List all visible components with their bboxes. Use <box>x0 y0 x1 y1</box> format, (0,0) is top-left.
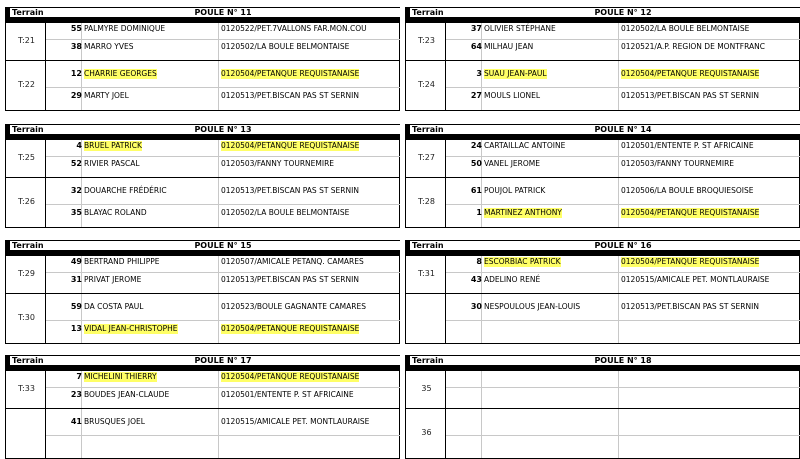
column-divider <box>81 371 82 459</box>
poule-title: POULE N° 17 <box>46 356 400 365</box>
terrain-column <box>5 355 46 459</box>
player-club: 0120513/PET.BISCAN PAS ST SERNIN <box>221 186 359 195</box>
player-number: 35 <box>70 208 82 217</box>
player-club: 0120501/ENTENTE P. ST AFRICAINE <box>621 141 754 150</box>
terrain-number: T:31 <box>418 269 435 278</box>
player-name: NESPOULOUS JEAN-LOUIS <box>484 302 581 311</box>
pool-table <box>5 355 400 459</box>
player-club: 0120507/AMICALE PETANQ. CAMARES <box>221 257 364 266</box>
player-number: 37 <box>470 24 482 33</box>
terrain-number: T:26 <box>18 197 35 206</box>
player-name: VIDAL JEAN-CHRISTOPHE <box>84 324 178 333</box>
player-number: 24 <box>470 141 482 150</box>
terrain-header-label: Terrain <box>412 8 444 17</box>
terrain-column <box>405 240 446 344</box>
table-bottom-border <box>5 227 400 228</box>
table-bottom-border <box>5 343 400 344</box>
terrain-number: T:30 <box>18 313 35 322</box>
terrain-header-label: Terrain <box>12 125 44 134</box>
player-name: MARTY JOEL <box>84 91 129 100</box>
terrain-number: T:28 <box>418 197 435 206</box>
match-separator <box>405 408 800 409</box>
poule-title: POULE N° 11 <box>46 8 400 17</box>
player-club: 0120504/PETANQUE REQUISTANAISE <box>621 257 760 266</box>
player-name: ADELINO RENÉ <box>484 275 541 284</box>
player-number: 59 <box>70 302 82 311</box>
player-number: 50 <box>470 159 482 168</box>
match-separator <box>5 293 400 294</box>
player-number: 38 <box>70 42 82 51</box>
row-divider <box>446 320 800 321</box>
player-name: BOUDES JEAN-CLAUDE <box>84 390 170 399</box>
player-name: BRUSQUES JOEL <box>84 417 145 426</box>
poule-title: POULE N° 14 <box>446 125 800 134</box>
player-number: 31 <box>70 275 82 284</box>
player-name: POUJOL PATRICK <box>484 186 546 195</box>
row-divider <box>46 320 400 321</box>
pool-table <box>5 124 400 228</box>
player-name: DA COSTA PAUL <box>84 302 144 311</box>
player-number: 13 <box>70 324 82 333</box>
poule-title: POULE N° 12 <box>446 8 800 17</box>
player-number: 4 <box>76 141 82 150</box>
player-club: 0120504/PETANQUE REQUISTANAISE <box>221 69 360 78</box>
player-number: 52 <box>70 159 82 168</box>
terrain-number: T:33 <box>18 384 35 393</box>
row-divider <box>446 204 800 205</box>
column-divider <box>218 140 219 228</box>
terrain-number: T:23 <box>418 36 435 45</box>
player-name: SUAU JEAN-PAUL <box>484 69 547 78</box>
player-number: 30 <box>470 302 482 311</box>
match-separator <box>5 408 400 409</box>
player-club: 0120503/FANNY TOURNEMIRE <box>221 159 335 168</box>
table-bottom-border <box>5 110 400 111</box>
column-divider <box>618 256 619 344</box>
row-divider <box>46 204 400 205</box>
player-name: MILHAU JEAN <box>484 42 534 51</box>
column-divider <box>218 371 219 459</box>
terrain-header-label: Terrain <box>412 241 444 250</box>
row-divider <box>446 156 800 157</box>
poule-body <box>46 371 400 459</box>
player-club: 0120504/PETANQUE REQUISTANAISE <box>221 141 360 150</box>
player-club: 0120513/PET.BISCAN PAS ST SERNIN <box>621 302 759 311</box>
terrain-column <box>5 124 46 228</box>
player-club: 0120502/LA BOULE BELMONTAISE <box>221 208 350 217</box>
terrain-number: T:27 <box>418 153 435 162</box>
player-number: 61 <box>470 186 482 195</box>
player-number: 27 <box>470 91 482 100</box>
player-name: MOULS LIONEL <box>484 91 541 100</box>
pool-table <box>405 7 800 111</box>
row-divider <box>446 387 800 388</box>
row-divider <box>46 156 400 157</box>
player-club: 0120515/AMICALE PET. MONTLAURAISE <box>221 417 370 426</box>
poule-title: POULE N° 18 <box>446 356 800 365</box>
terrain-header-label: Terrain <box>412 125 444 134</box>
match-separator <box>405 60 800 61</box>
terrain-number: T:22 <box>18 80 35 89</box>
column-divider <box>481 256 482 344</box>
row-divider <box>446 87 800 88</box>
player-number: 32 <box>70 186 82 195</box>
poule-body <box>446 371 800 459</box>
player-club: 0120506/LA BOULE BROQUIESOISE <box>621 186 754 195</box>
player-number: 3 <box>476 69 482 78</box>
terrain-column <box>5 7 46 111</box>
player-name: RIVIER PASCAL <box>84 159 140 168</box>
player-number: 29 <box>70 91 82 100</box>
terrain-column <box>405 355 446 459</box>
terrain-number: 36 <box>421 428 432 437</box>
player-number: 43 <box>470 275 482 284</box>
table-bottom-border <box>405 227 800 228</box>
player-number: 23 <box>70 390 82 399</box>
pool-table <box>405 124 800 228</box>
player-name: OLIVIER STÉPHANE <box>484 24 556 33</box>
player-club: 0120513/PET.BISCAN PAS ST SERNIN <box>221 275 359 284</box>
pool-table <box>405 240 800 344</box>
terrain-column <box>405 124 446 228</box>
poule-body <box>446 256 800 344</box>
terrain-number: T:24 <box>418 80 435 89</box>
row-divider <box>46 435 400 436</box>
player-name: BERTRAND PHILIPPE <box>84 257 160 266</box>
player-number: 55 <box>70 24 82 33</box>
terrain-header-label: Terrain <box>412 356 444 365</box>
player-club: 0120504/PETANQUE REQUISTANAISE <box>221 372 360 381</box>
player-club: 0120501/ENTENTE P. ST AFRICAINE <box>221 390 354 399</box>
player-club: 0120504/PETANQUE REQUISTANAISE <box>621 69 760 78</box>
row-divider <box>446 272 800 273</box>
terrain-number: T:29 <box>18 269 35 278</box>
player-club: 0120504/PETANQUE REQUISTANAISE <box>621 208 760 217</box>
row-divider <box>446 39 800 40</box>
player-name: CHARRIE GEORGES <box>84 69 157 78</box>
match-separator <box>5 60 400 61</box>
player-name: PALMYRE DOMINIQUE <box>84 24 166 33</box>
player-name: PRIVAT JEROME <box>84 275 142 284</box>
player-number: 1 <box>476 208 482 217</box>
terrain-header-label: Terrain <box>12 356 44 365</box>
terrain-number: 35 <box>421 384 432 393</box>
player-number: 7 <box>76 372 82 381</box>
pool-table <box>5 240 400 344</box>
terrain-header-label: Terrain <box>12 241 44 250</box>
column-divider <box>218 23 219 111</box>
player-name: MICHELINI THIERRY <box>84 372 157 381</box>
table-bottom-border <box>405 110 800 111</box>
player-name: MARTINEZ ANTHONY <box>484 208 562 217</box>
player-club: 0120503/FANNY TOURNEMIRE <box>621 159 735 168</box>
player-club: 0120522/PET.7VALLONS FAR.MON.COU <box>221 24 367 33</box>
match-separator <box>405 293 800 294</box>
player-club: 0120523/BOULE GAGNANTE CAMARES <box>221 302 366 311</box>
column-divider <box>618 371 619 459</box>
row-divider <box>46 39 400 40</box>
player-name: ESCORBIAC PATRICK <box>484 257 561 266</box>
row-divider <box>46 387 400 388</box>
table-bottom-border <box>405 343 800 344</box>
player-number: 41 <box>70 417 82 426</box>
player-number: 49 <box>70 257 82 266</box>
column-divider <box>618 140 619 228</box>
poule-title: POULE N° 13 <box>46 125 400 134</box>
terrain-column <box>405 7 446 111</box>
player-name: MARRO YVES <box>84 42 134 51</box>
player-club: 0120502/LA BOULE BELMONTAISE <box>621 24 750 33</box>
column-divider <box>481 371 482 459</box>
player-club: 0120513/PET.BISCAN PAS ST SERNIN <box>621 91 759 100</box>
match-separator <box>5 177 400 178</box>
player-club: 0120502/LA BOULE BELMONTAISE <box>221 42 350 51</box>
player-name: CARTAILLAC ANTOINE <box>484 141 566 150</box>
terrain-number: T:21 <box>18 36 35 45</box>
column-divider <box>218 256 219 344</box>
player-club: 0120504/PETANQUE REQUISTANAISE <box>221 324 360 333</box>
poule-title: POULE N° 16 <box>446 241 800 250</box>
player-name: BRUEL PATRICK <box>84 141 142 150</box>
player-number: 64 <box>470 42 482 51</box>
player-number: 8 <box>476 257 482 266</box>
poule-title: POULE N° 15 <box>46 241 400 250</box>
player-number: 12 <box>70 69 82 78</box>
row-divider <box>46 272 400 273</box>
player-name: VANEL JEROME <box>484 159 540 168</box>
player-club: 0120515/AMICALE PET. MONTLAURAISE <box>621 275 770 284</box>
player-club: 0120513/PET.BISCAN PAS ST SERNIN <box>221 91 359 100</box>
terrain-column <box>5 240 46 344</box>
terrain-header-label: Terrain <box>12 8 44 17</box>
pool-table <box>405 355 800 459</box>
player-name: BLAYAC ROLAND <box>84 208 147 217</box>
terrain-number: T:25 <box>18 153 35 162</box>
row-divider <box>446 435 800 436</box>
column-divider <box>618 23 619 111</box>
row-divider <box>46 87 400 88</box>
player-club: 0120521/A.P. REGION DE MONTFRANC <box>621 42 765 51</box>
match-separator <box>405 177 800 178</box>
pool-table <box>5 7 400 111</box>
player-name: DOUARCHE FRÉDÉRIC <box>84 186 167 195</box>
